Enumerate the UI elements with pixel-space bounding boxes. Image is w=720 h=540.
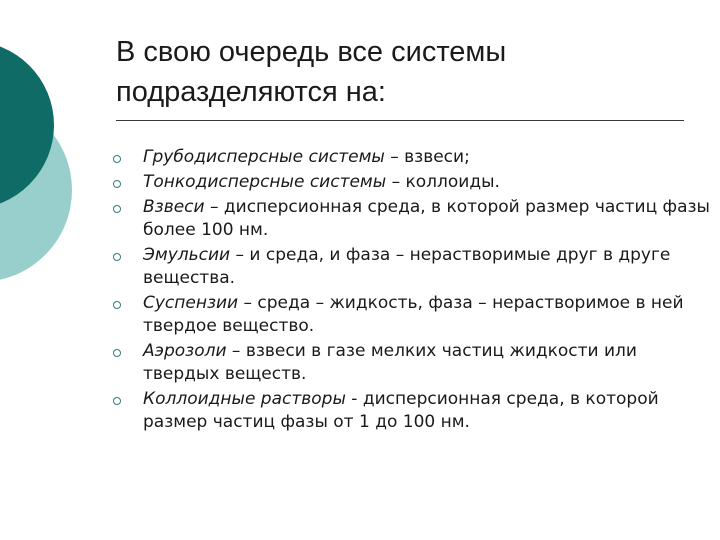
list-item xyxy=(110,146,710,169)
page-title xyxy=(116,32,696,112)
item-text: - дисперсионная среда, в которой размер частиц фазы от 1 до 100 нм. xyxy=(143,389,659,432)
list-item xyxy=(110,388,710,434)
list-item xyxy=(110,244,710,290)
hollow-circle-icon xyxy=(113,205,121,213)
item-text: – взвеси; xyxy=(384,147,470,167)
hollow-circle-icon xyxy=(113,301,121,309)
item-term: Коллоидные растворы xyxy=(143,389,346,409)
decorative-circles xyxy=(0,0,110,300)
item-text: – дисперсионная среда, в которой размер частиц фазы более 100 нм. xyxy=(143,197,710,240)
hollow-circle-icon xyxy=(113,253,121,261)
title-line-2: подразделяются на: xyxy=(116,76,386,108)
title-line-1: В свою очередь все системы xyxy=(116,36,507,68)
title-divider xyxy=(116,120,684,121)
hollow-circle-icon xyxy=(113,180,121,188)
item-term: Эмульсии xyxy=(143,245,231,265)
hollow-circle-icon xyxy=(113,349,121,357)
item-term: Взвеси xyxy=(143,197,205,217)
systems-list xyxy=(110,146,710,436)
item-term: Грубодисперсные системы xyxy=(143,147,385,167)
hollow-circle-icon xyxy=(113,397,121,405)
item-text: – коллоиды. xyxy=(386,172,500,192)
list-item xyxy=(110,196,710,242)
item-term: Суспензии xyxy=(143,293,239,313)
item-text: – среда – жидкость, фаза – нерастворимое в ней твердое вещество. xyxy=(143,293,684,336)
item-term: Аэрозоли xyxy=(143,341,227,361)
item-text: – и среда, и фаза – нерастворимые друг в друге вещества. xyxy=(143,245,671,288)
hollow-circle-icon xyxy=(113,155,121,163)
item-term: Тонкодисперсные системы xyxy=(143,172,387,192)
list-item xyxy=(110,171,710,194)
list-item xyxy=(110,292,710,338)
list-item xyxy=(110,340,710,386)
item-text: – взвеси в газе мелких частиц жидкости или твердых веществ. xyxy=(143,341,637,384)
